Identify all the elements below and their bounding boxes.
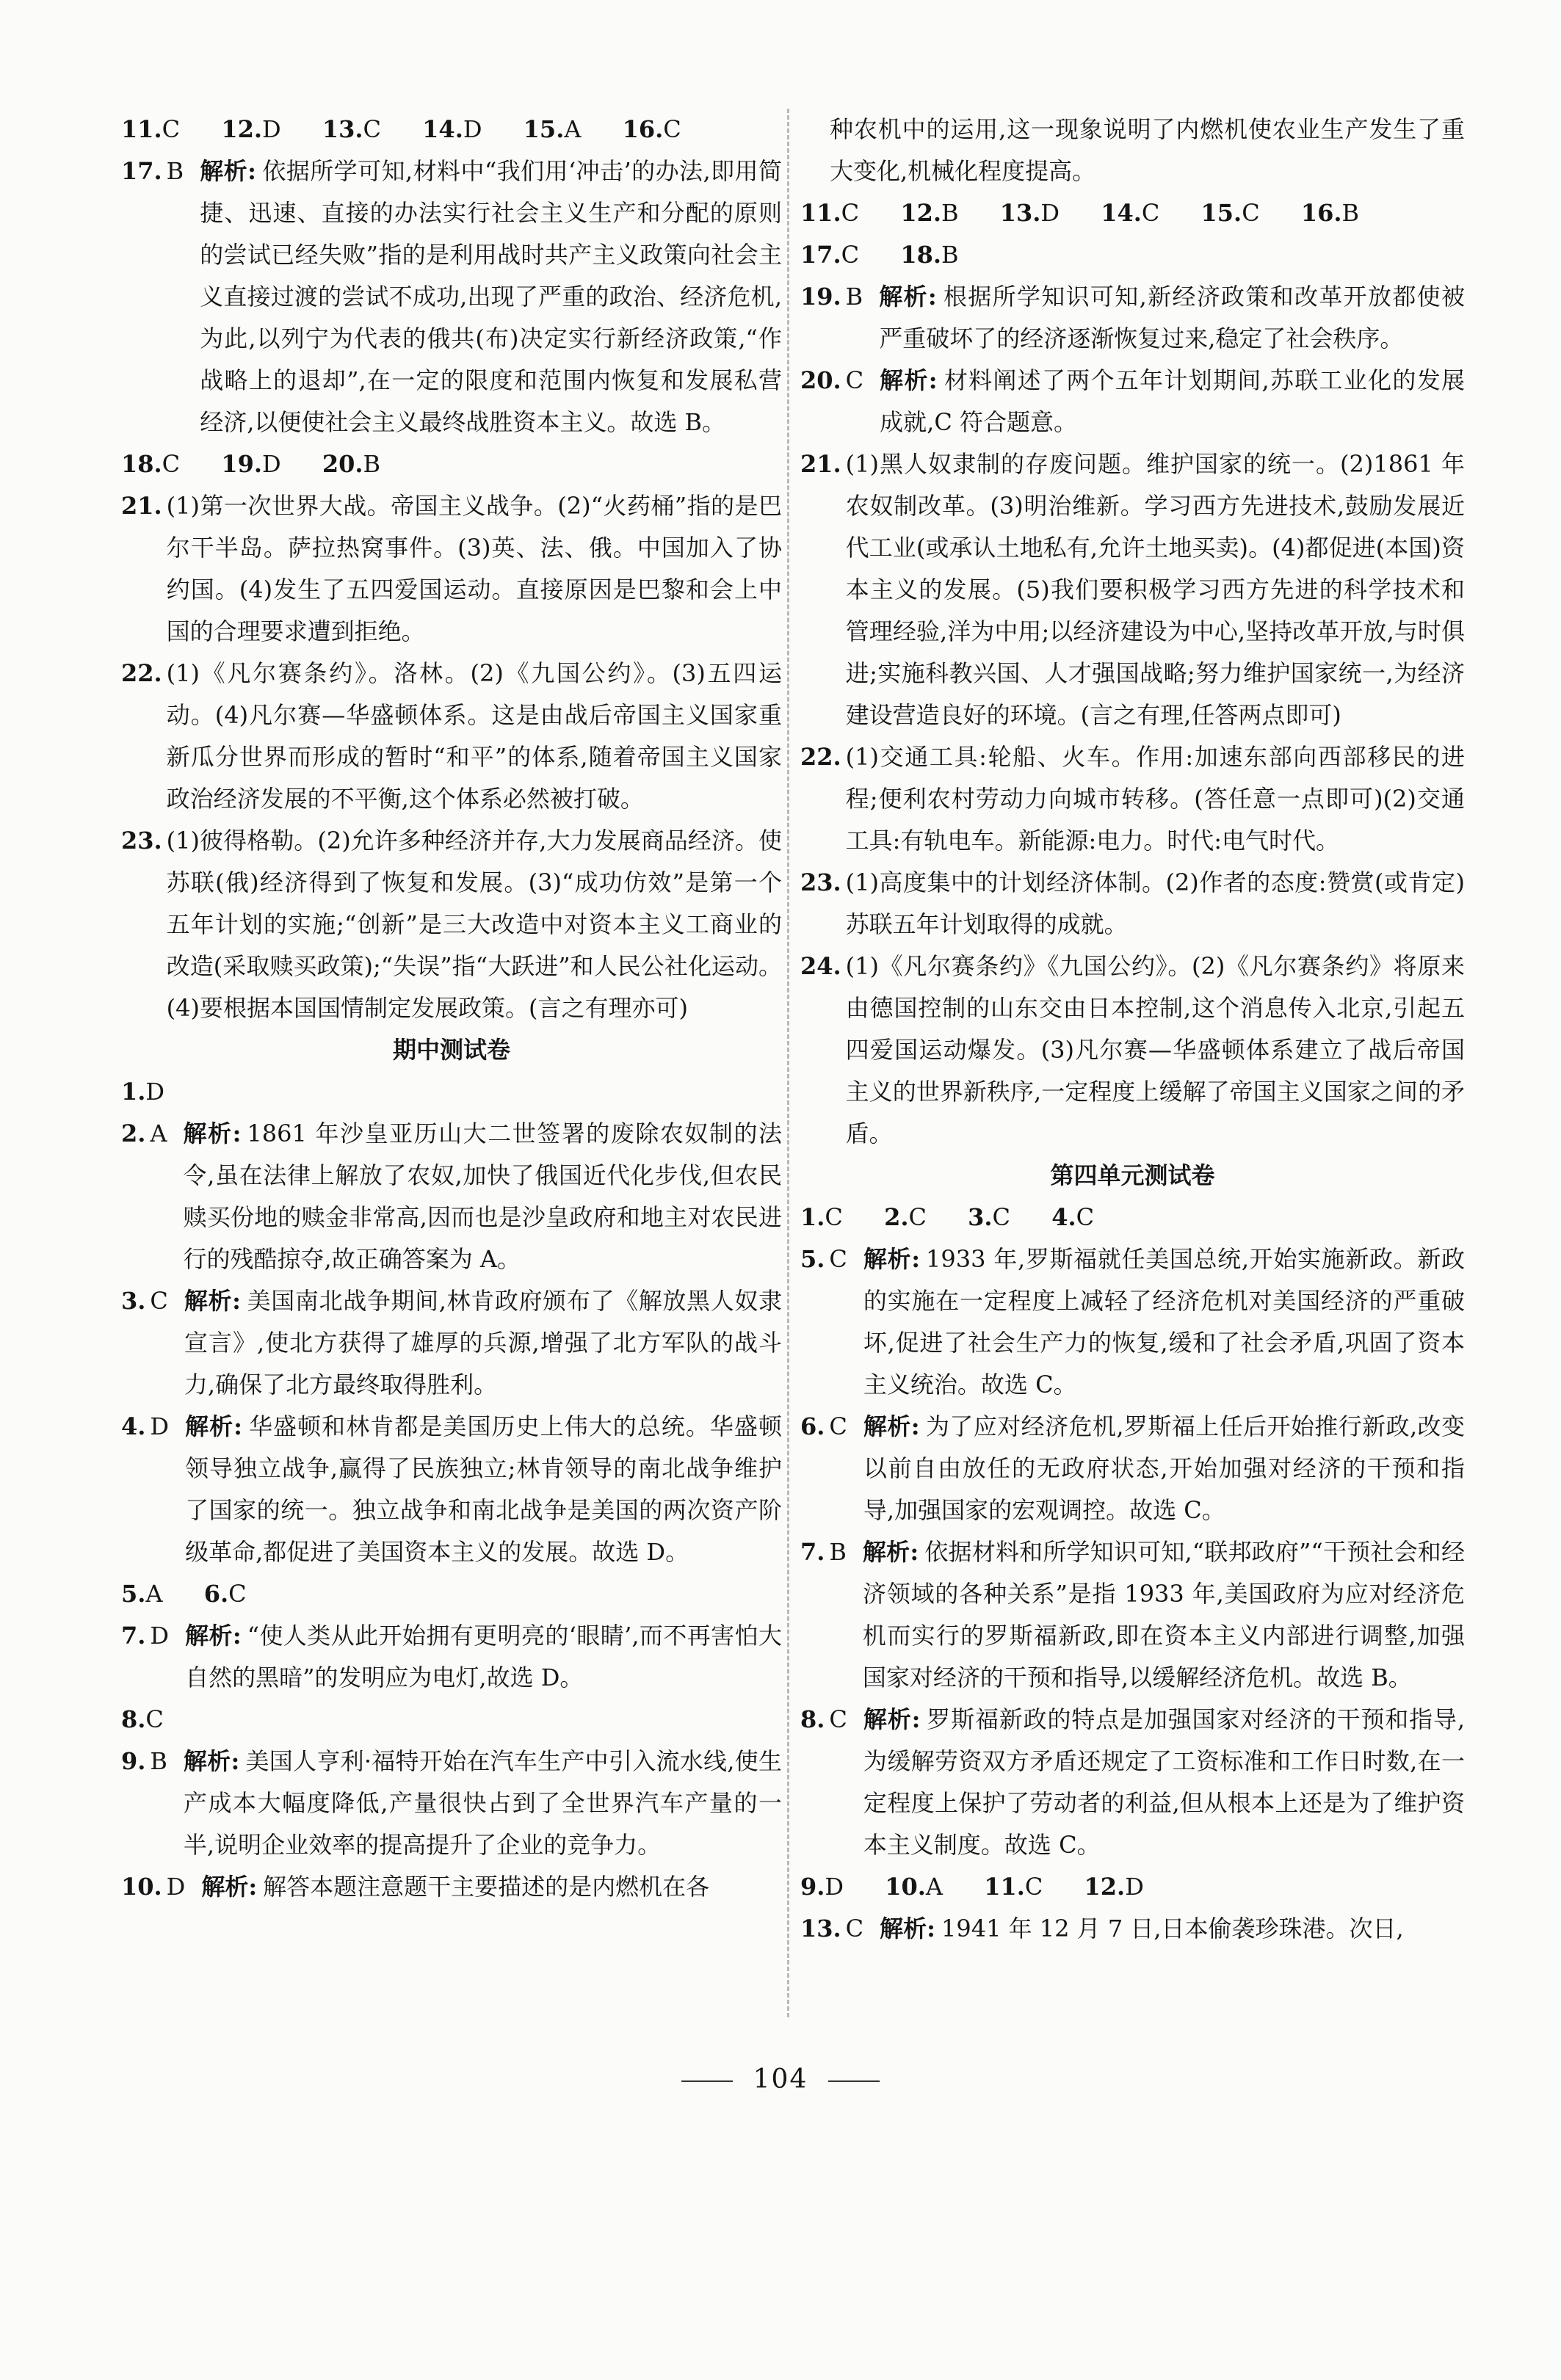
explanation-label: 解析: xyxy=(863,1412,920,1440)
answer-letter: D xyxy=(1125,1873,1144,1901)
question-number: 12. xyxy=(1084,1873,1126,1901)
explanation-text: 美国人亨利·福特开始在汽车生产中引入流水线,使生产成本大幅度降低,产量很快占到了全世界汽车产量的一半,说明企业效率的提高提升了企业的竞争力。 xyxy=(183,1747,782,1859)
question-number: 24. xyxy=(800,952,841,980)
explanation-text: 依据材料和所学知识可知,“联邦政府”“干预社会和经济领域的各种关系”是指 1933 年,美国政府为应对经济危机而实行的罗斯福新政,即在资本主义内部进行调整,加强国家对经济的干预和指导,以缓解经济危机。故选 B。 xyxy=(862,1538,1465,1691)
answer-row xyxy=(121,443,782,485)
answer-entry-22 xyxy=(121,653,782,820)
answer-entry-m9 xyxy=(121,1741,782,1866)
answer-letter: C xyxy=(841,199,860,227)
explanation xyxy=(863,1531,1465,1699)
answer-letter: D xyxy=(145,1078,165,1106)
answer-entry-23r xyxy=(800,862,1465,946)
question-number: 15. xyxy=(523,115,565,143)
question-number: 10. xyxy=(885,1873,926,1901)
answer-letter: C xyxy=(1024,1873,1043,1901)
answer-entry-19 xyxy=(800,276,1465,360)
question-number: 22. xyxy=(800,743,841,771)
explanation-text: 1941 年 12 月 7 日,日本偷袭珍珠港。次日, xyxy=(941,1915,1404,1942)
explanation-label: 解析: xyxy=(184,1287,241,1315)
explanation-label: 解析: xyxy=(880,1915,935,1942)
question-number: 1. xyxy=(121,1078,146,1106)
answer-letter: C xyxy=(845,1915,864,1942)
page-number xyxy=(0,2064,1561,2094)
explanation xyxy=(863,1699,1465,1866)
explanation-label: 解析: xyxy=(183,1120,242,1147)
explanation-label: 解析: xyxy=(185,1412,242,1440)
answer-letter: C xyxy=(1242,199,1260,227)
answer-text: (1)《凡尔赛条约》。洛林。(2)《九国公约》。(3)五四运动。(4)凡尔赛—华盛顿体系。这是由战后帝国主义国家重新瓜分世界而形成的暂时“和平”的体系,随着帝国主义国家政治经济发展的不平衡,这个体系必然被打破。 xyxy=(166,659,782,813)
answer-letter: D xyxy=(262,115,281,143)
question-number: 9. xyxy=(800,1873,825,1901)
explanation-label: 解析: xyxy=(183,1747,240,1775)
answer-letter: D xyxy=(463,115,482,143)
answer-row xyxy=(800,1866,1465,1908)
explanation xyxy=(185,1615,782,1699)
question-number: 19. xyxy=(221,450,262,478)
explanation-text: 解答本题注意题干主要描述的是内燃机在各 xyxy=(263,1873,710,1901)
question-number: 11. xyxy=(121,115,162,143)
answer-letter: C xyxy=(829,1705,847,1733)
answer-letter: A xyxy=(564,115,582,143)
question-number: 16. xyxy=(1300,199,1342,227)
question-number: 11. xyxy=(800,199,841,227)
explanation-label: 解析: xyxy=(880,366,938,394)
question-number: 9. xyxy=(121,1747,146,1775)
explanation xyxy=(863,1406,1465,1531)
answer-entry-m3 xyxy=(121,1280,782,1406)
answer-letter: C xyxy=(162,115,181,143)
answer-letter: C xyxy=(228,1580,247,1608)
explanation-text: 1933 年,罗斯福就任美国总统,开始实施新政。新政的实施在一定程度上减轻了经济危机对美国经济的严重破坏,促进了社会生产力的恢复,缓和了社会矛盾,巩固了资本主义统治。故选 C。 xyxy=(863,1245,1465,1398)
answer-letter: C xyxy=(825,1203,843,1231)
question-number: 23. xyxy=(121,827,162,855)
answer-entry-21r xyxy=(800,443,1465,736)
answer-letter: D xyxy=(150,1622,170,1650)
question-number: 3. xyxy=(968,1203,993,1231)
question-number: 21. xyxy=(121,492,162,520)
explanation xyxy=(879,276,1465,360)
answer-entry-21 xyxy=(121,485,782,653)
answer-letter: C xyxy=(162,450,181,478)
column-divider xyxy=(787,109,789,2017)
answer-row xyxy=(121,1573,782,1615)
answer-letter: C xyxy=(908,1203,927,1231)
question-number: 22. xyxy=(121,659,162,687)
answer-letter: D xyxy=(825,1873,844,1901)
explanation-text: 为了应对经济危机,罗斯福上任后开始推行新政,改变以前自由放任的无政府状态,开始加强对经济的干预和指导,加强国家的宏观调控。故选 C。 xyxy=(863,1412,1465,1524)
question-number: 4. xyxy=(1051,1203,1076,1231)
explanation-label: 解析: xyxy=(185,1622,242,1650)
question-number: 12. xyxy=(900,199,941,227)
question-number: 17. xyxy=(121,157,162,185)
answer-letter: C xyxy=(1076,1203,1095,1231)
answer-letter: B xyxy=(150,1747,167,1775)
page-number-dash xyxy=(681,2080,733,2082)
explanation xyxy=(863,1238,1465,1406)
section-title-unit4: 第四单元测试卷 xyxy=(1050,1161,1215,1189)
explanation xyxy=(184,1741,782,1866)
answer-entry-u13 xyxy=(800,1908,1465,1950)
answer-entry-17 xyxy=(121,150,782,443)
answer-letter: B xyxy=(941,199,959,227)
question-number: 19. xyxy=(800,283,841,311)
explanation xyxy=(880,360,1465,443)
answer-entry-20 xyxy=(800,360,1465,443)
explanation-text: 美国南北战争期间,林肯政府颁布了《解放黑人奴隶宣言》,使北方获得了雄厚的兵源,增强了北方军队的战斗力,确保了北方最终取得胜利。 xyxy=(184,1287,782,1398)
question-number: 6. xyxy=(203,1580,229,1608)
question-number: 7. xyxy=(121,1622,146,1650)
question-number: 8. xyxy=(121,1705,146,1733)
continued-text: 种农机中的运用,这一现象说明了内燃机使农业生产发生了重大变化,机械化程度提高。 xyxy=(830,115,1465,185)
question-number: 13. xyxy=(999,199,1041,227)
explanation-label: 解析: xyxy=(879,283,937,311)
question-number: 5. xyxy=(121,1580,146,1608)
explanation xyxy=(184,1280,782,1406)
question-number: 12. xyxy=(221,115,262,143)
answer-letter: C xyxy=(992,1203,1011,1231)
explanation-label: 解析: xyxy=(200,157,256,185)
answer-entry-m4 xyxy=(121,1406,782,1573)
question-number: 1. xyxy=(800,1203,825,1231)
answer-row xyxy=(121,1071,782,1113)
answer-entry-22r xyxy=(800,736,1465,862)
answer-entry-u6 xyxy=(800,1406,1465,1531)
answer-entry-u7 xyxy=(800,1531,1465,1699)
answer-row xyxy=(800,192,1465,276)
answer-letter: D xyxy=(262,450,281,478)
question-number: 18. xyxy=(121,450,162,478)
explanation xyxy=(184,1113,782,1280)
question-number: 5. xyxy=(800,1245,825,1273)
explanation-text: 华盛顿和林肯都是美国历史上伟大的总统。华盛顿领导独立战争,赢得了民族独立;林肯领导的南北战争维护了国家的统一。独立战争和南北战争是美国的两次资产阶级革命,都促进了美国资本主义的发展。故选 D。 xyxy=(185,1412,782,1566)
answer-entry-m7 xyxy=(121,1615,782,1699)
answer-row xyxy=(121,1699,782,1741)
answer-letter: B xyxy=(829,1538,847,1566)
answer-letter: B xyxy=(363,450,381,478)
answer-text: (1)《凡尔赛条约》《九国公约》。(2)《凡尔赛条约》将原来由德国控制的山东交由日本控制,这个消息传入北京,引起五四爱国运动爆发。(3)凡尔赛—华盛顿体系建立了战后帝国主义的世界新秩序,一定程度上缓解了帝国主义国家之间的矛盾。 xyxy=(845,952,1465,1147)
question-number: 20. xyxy=(800,366,841,394)
question-number: 6. xyxy=(800,1412,825,1440)
explanation-text: “使人类从此开始拥有更明亮的‘眼睛’,而不再害怕大自然的黑暗”的发明应为电灯,故选 D。 xyxy=(185,1622,782,1691)
explanation xyxy=(880,1908,1465,1950)
answer-text: (1)第一次世界大战。帝国主义战争。(2)“火药桶”指的是巴尔干半岛。萨拉热窝事件。(3)英、法、俄。中国加入了协约国。(4)发生了五四爱国运动。直接原因是巴黎和会上中国的合理要求遭到拒绝。 xyxy=(166,492,782,645)
answer-letter: C xyxy=(145,1705,164,1733)
explanation xyxy=(201,1866,782,1908)
question-number: 15. xyxy=(1200,199,1242,227)
question-number: 10. xyxy=(121,1873,162,1901)
answer-letter: C xyxy=(663,115,681,143)
question-number: 21. xyxy=(800,450,841,478)
answer-letter: B xyxy=(845,283,863,311)
explanation-text: 根据所学知识可知,新经济政策和改革开放都使被严重破坏了的经济逐渐恢复过来,稳定了社会秩序。 xyxy=(879,283,1465,352)
answer-letter: C xyxy=(363,115,381,143)
left-column xyxy=(121,109,782,1908)
page-number-text: 104 xyxy=(753,2064,808,2094)
question-number: 14. xyxy=(422,115,463,143)
answer-letter: C xyxy=(845,366,864,394)
answer-text: (1)高度集中的计划经济体制。(2)作者的态度:赞赏(或肯定)苏联五年计划取得的成就。 xyxy=(845,868,1465,938)
explanation-label: 解析: xyxy=(201,1873,258,1901)
answer-entry-u5 xyxy=(800,1238,1465,1406)
answer-letter: B xyxy=(1341,199,1360,227)
question-number: 3. xyxy=(121,1287,146,1315)
answer-row xyxy=(800,1197,1465,1238)
question-number: 18. xyxy=(900,241,941,269)
question-number: 14. xyxy=(1101,199,1142,227)
answer-letter: B xyxy=(941,241,959,269)
question-number: 16. xyxy=(622,115,664,143)
answer-letter: D xyxy=(1040,199,1060,227)
question-number: 13. xyxy=(322,115,363,143)
answer-letter: C xyxy=(829,1412,847,1440)
explanation-text: 1861 年沙皇亚历山大二世签署的废除农奴制的法令,虽在法律上解放了农奴,加快了俄国近代化步伐,但农民赎买份地的赎金非常高,因而也是沙皇政府和地主对农民进行的残酷掠夺,故正确答案为 A。 xyxy=(183,1120,782,1273)
answer-letter: C xyxy=(841,241,860,269)
answer-letter: A xyxy=(150,1120,167,1147)
question-number: 4. xyxy=(121,1412,146,1440)
question-number: 23. xyxy=(800,868,841,896)
right-column xyxy=(800,109,1465,1950)
page-number-dash xyxy=(828,2080,880,2082)
answer-entry-m2 xyxy=(121,1113,782,1280)
explanation xyxy=(200,150,782,443)
answer-letter: C xyxy=(150,1287,168,1315)
answer-letter: D xyxy=(166,1873,186,1901)
question-number: 2. xyxy=(884,1203,909,1231)
question-number: 11. xyxy=(984,1873,1025,1901)
question-number: 7. xyxy=(800,1538,825,1566)
question-number: 20. xyxy=(322,450,363,478)
explanation xyxy=(185,1406,782,1573)
answer-letter: C xyxy=(1141,199,1160,227)
answer-entry-24r xyxy=(800,946,1465,1155)
answer-text: (1)黑人奴隶制的存废问题。维护国家的统一。(2)1861 年农奴制改革。(3)明治维新。学习西方先进技术,鼓励发展近代工业(或承认土地私有,允许土地买卖)。(4)都促进(本国)资本主义的发展。(5)我们要积极学习西方先进的科学技术和管理经验,洋为中用;以经济建设为中心,坚持改革开放,与时俱进;实施科教兴国、人才强国战略;努力维护国家统一,为经济建设营造良好的环境。(言之有理,任答两点即可) xyxy=(845,450,1465,729)
question-number: 17. xyxy=(800,241,841,269)
explanation-text: 依据所学可知,材料中“我们用‘冲击’的办法,即用简捷、迅速、直接的办法实行社会主义生产和分配的原则的尝试已经失败”指的是利用战时共产主义政策向社会主义直接过渡的尝试不成功,出现了严重的政治、经济危机,为此,以列宁为代表的俄共(布)决定实行新经济政策,“作战略上的退却”,在一定的限度和范围内恢复和发展私营经济,以便使社会主义最终战胜资本主义。故选 B。 xyxy=(200,157,782,436)
question-number: 13. xyxy=(800,1915,841,1942)
answer-letter: A xyxy=(145,1580,163,1608)
answer-letter: B xyxy=(166,157,184,185)
explanation-label: 解析: xyxy=(863,1705,921,1733)
answer-entry-23 xyxy=(121,820,782,1029)
explanation-label: 解析: xyxy=(862,1538,919,1566)
answer-text: (1)彼得格勒。(2)允许多种经济并存,大力发展商品经济。使苏联(俄)经济得到了恢复和发展。(3)“成功仿效”是第一个五年计划的实施;“创新”是三大改造中对资本主义工商业的改造(采取赎买政策);“失误”指“大跃进”和人民公社化运动。(4)要根据本国国情制定发展政策。(言之有理亦可) xyxy=(166,827,782,1022)
answer-row xyxy=(121,109,782,150)
answer-entry-m10 xyxy=(121,1866,782,1908)
answer-letter: C xyxy=(829,1245,847,1273)
explanation-text: 材料阐述了两个五年计划期间,苏联工业化的发展成就,C 符合题意。 xyxy=(880,366,1465,436)
question-number: 2. xyxy=(121,1120,146,1147)
question-number: 8. xyxy=(800,1705,825,1733)
answer-entry-u8 xyxy=(800,1699,1465,1866)
explanation-text: 罗斯福新政的特点是加强国家对经济的干预和指导,为缓解劳资双方矛盾还规定了工资标准和工作日时数,在一定程度上保护了劳动者的利益,但从根本上还是为了维护资本主义制度。故选 C。 xyxy=(863,1705,1465,1859)
answer-text: (1)交通工具:轮船、火车。作用:加速东部向西部移民的进程;便利农村劳动力向城市转移。(答任意一点即可)(2)交通工具:有轨电车。新能源:电力。时代:电气时代。 xyxy=(845,743,1465,855)
section-title-midterm: 期中测试卷 xyxy=(392,1036,510,1064)
answer-letter: D xyxy=(150,1412,170,1440)
answer-letter: A xyxy=(925,1873,944,1901)
explanation-label: 解析: xyxy=(863,1245,921,1273)
